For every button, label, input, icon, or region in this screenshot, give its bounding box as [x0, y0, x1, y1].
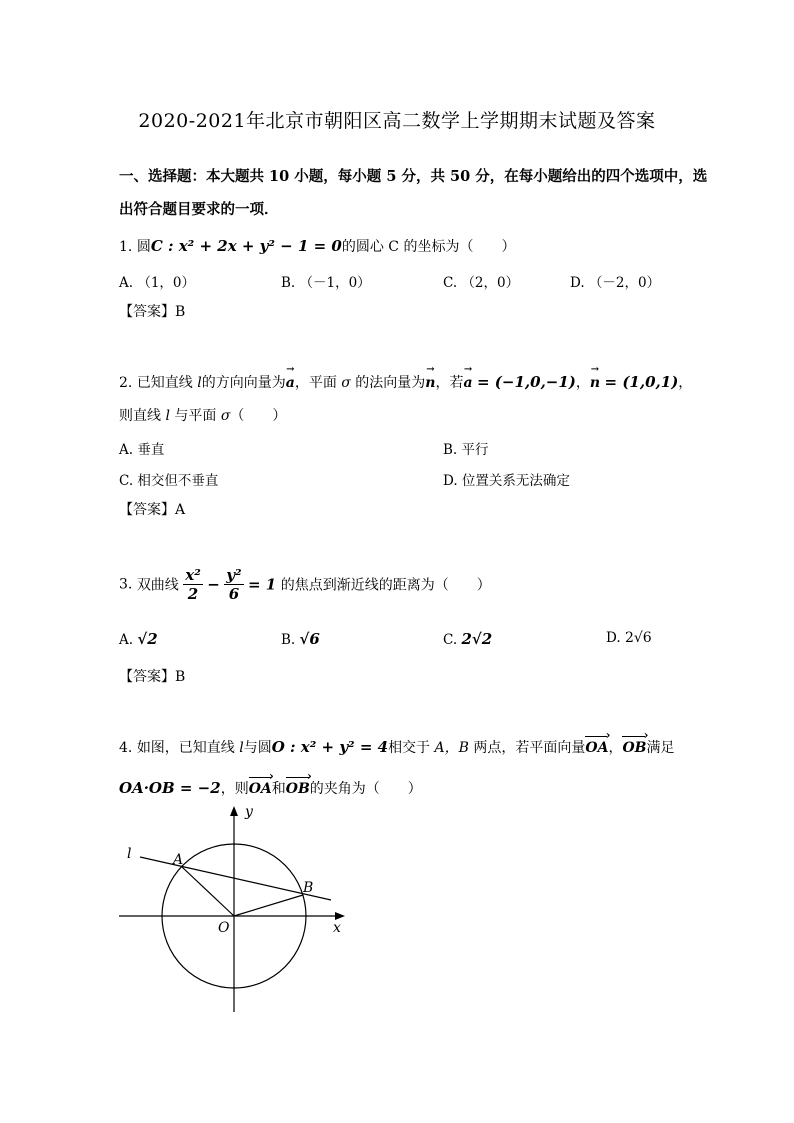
q3-option-a-label: A. — [119, 632, 134, 648]
q3-minus: − — [207, 575, 220, 594]
q4-text: 相交于 — [388, 740, 431, 756]
q1-answer: 【答案】B — [119, 304, 186, 320]
q3-option-b-label: B. — [281, 632, 296, 648]
question-4 — [119, 737, 674, 757]
q2-text: 则直线 — [119, 408, 161, 424]
q3-frac-x-num: x² — [185, 566, 201, 584]
q2-text: 的法向量为 — [355, 375, 426, 391]
q4-dot-product: OA·OB = −2 — [119, 779, 221, 797]
q2-answer: 【答案】A — [119, 502, 186, 518]
q2-plane-sigma: σ — [220, 408, 231, 424]
q4-text: 两点，若平面向量 — [473, 740, 586, 756]
q3-fraction-x — [183, 566, 203, 603]
q3-option-b-value: √6 — [299, 630, 320, 648]
question-2 — [119, 372, 692, 392]
q4-line-l: l — [239, 740, 244, 756]
q2-vector-a: → a — [286, 375, 295, 391]
q3-option-c-label: C. — [443, 632, 458, 648]
label-x: x — [333, 920, 341, 936]
q1-formula: C : x² + 2x + y² − 1 = 0 — [150, 237, 342, 255]
q1-option-d: D. （－2，0） — [570, 275, 661, 291]
q3-number: 3. — [119, 576, 133, 593]
q2-text: （ ） — [230, 408, 287, 424]
x-axis-arrow — [335, 912, 345, 920]
q1-option-b: B. （－1，0） — [281, 275, 371, 291]
q2-line-l: l — [165, 408, 170, 424]
q4-text: ，则 — [220, 781, 249, 797]
q4-points: A，B — [434, 740, 469, 756]
q2-text: ， — [678, 375, 693, 391]
q1-number: 1. — [119, 239, 133, 255]
segment-ob — [234, 895, 303, 916]
q2-text: 与平面 — [174, 408, 217, 424]
q3-option-d-label: D. — [606, 630, 621, 646]
q2-text: ， — [575, 375, 590, 391]
q4-text: 如图，已知直线 — [136, 740, 235, 756]
q2-option-a: A. 垂直 — [119, 442, 165, 458]
q4-comma: ， — [608, 740, 623, 756]
question-4-line2 — [119, 778, 422, 798]
q3-pre: 双曲线 — [136, 577, 179, 594]
q3-frac-x-den: 2 — [187, 585, 199, 603]
q4-text: 满足 — [646, 740, 675, 756]
q4-text: 的夹角为（ ） — [309, 781, 422, 797]
q2-line-l: l — [197, 375, 202, 391]
segment-oa — [182, 867, 234, 916]
q3-option-b — [281, 630, 320, 648]
page-title: 2020-2021年北京市朝阳区高二数学上学期期末试题及答案 — [138, 110, 656, 132]
q2-vector-n: → n — [425, 375, 435, 391]
q2-plane-sigma: σ — [341, 375, 351, 391]
q2-formula-a: = (−1,0,−1) — [477, 373, 576, 391]
question-2-line2 — [119, 405, 286, 425]
q2-number: 2. — [119, 375, 133, 391]
q4-figure — [115, 800, 355, 1015]
q4-text: 与圆 — [243, 740, 272, 756]
q2-formula-n: = (1,0,1) — [604, 373, 679, 391]
q3-option-a-value: √2 — [137, 630, 158, 648]
q3-frac-y-den: 6 — [228, 585, 240, 603]
q3-option-d-value: 2√6 — [624, 630, 652, 646]
q2-text: 已知直线 — [136, 375, 193, 391]
q1-pre: 圆 — [136, 239, 151, 255]
q4-vector-oa: OA › — [585, 738, 608, 756]
q3-equals: = 1 — [248, 575, 277, 594]
q2-text: 的方向向量为 — [201, 375, 286, 391]
q4-vector-oa: OA › — [249, 779, 272, 797]
q3-post: 的焦点到渐近线的距离为（ ） — [280, 577, 491, 594]
q2-option-b: B. 平行 — [443, 442, 489, 458]
section-heading-line1: 一、选择题：本大题共 10 小题，每小题 5 分，共 50 分，在每小题给出的四个选项中，选 — [119, 168, 708, 185]
q3-frac-y-num: y² — [226, 566, 242, 584]
q4-vector-ob: OB › — [622, 738, 646, 756]
q2-vector-a: → a — [463, 375, 472, 391]
q4-text: 和 — [271, 781, 286, 797]
q1-post: 的圆心 C 的坐标为（ ） — [341, 239, 516, 255]
q2-text: ，若 — [435, 375, 464, 391]
label-l: l — [127, 846, 132, 862]
q3-option-c-value: 2√2 — [461, 630, 493, 648]
q4-formula: O : x² + y² = 4 — [271, 738, 389, 756]
question-1 — [119, 236, 515, 256]
q1-option-a: A. （1，0） — [119, 275, 196, 291]
q3-option-d — [606, 630, 652, 646]
q4-vector-ob: OB › — [286, 779, 310, 797]
label-a: A — [173, 852, 184, 868]
q3-answer: 【答案】B — [119, 669, 186, 685]
question-3 — [119, 566, 491, 603]
label-o: O — [218, 920, 230, 936]
q2-option-c: C. 相交但不垂直 — [119, 473, 219, 489]
q1-option-c: C. （2，0） — [443, 275, 520, 291]
q3-fraction-y — [224, 566, 243, 603]
q3-option-a — [119, 630, 158, 648]
q2-vector-n: → n — [590, 375, 600, 391]
q3-option-c — [443, 630, 492, 648]
q2-option-d: D. 位置关系无法确定 — [443, 473, 570, 489]
label-b: B — [303, 880, 314, 896]
q4-number: 4. — [119, 740, 133, 756]
y-axis-arrow — [230, 806, 238, 816]
q2-text: ，平面 — [294, 375, 337, 391]
section-heading-line2: 出符合题目要求的一项． — [119, 201, 279, 218]
label-y: y — [245, 804, 253, 820]
